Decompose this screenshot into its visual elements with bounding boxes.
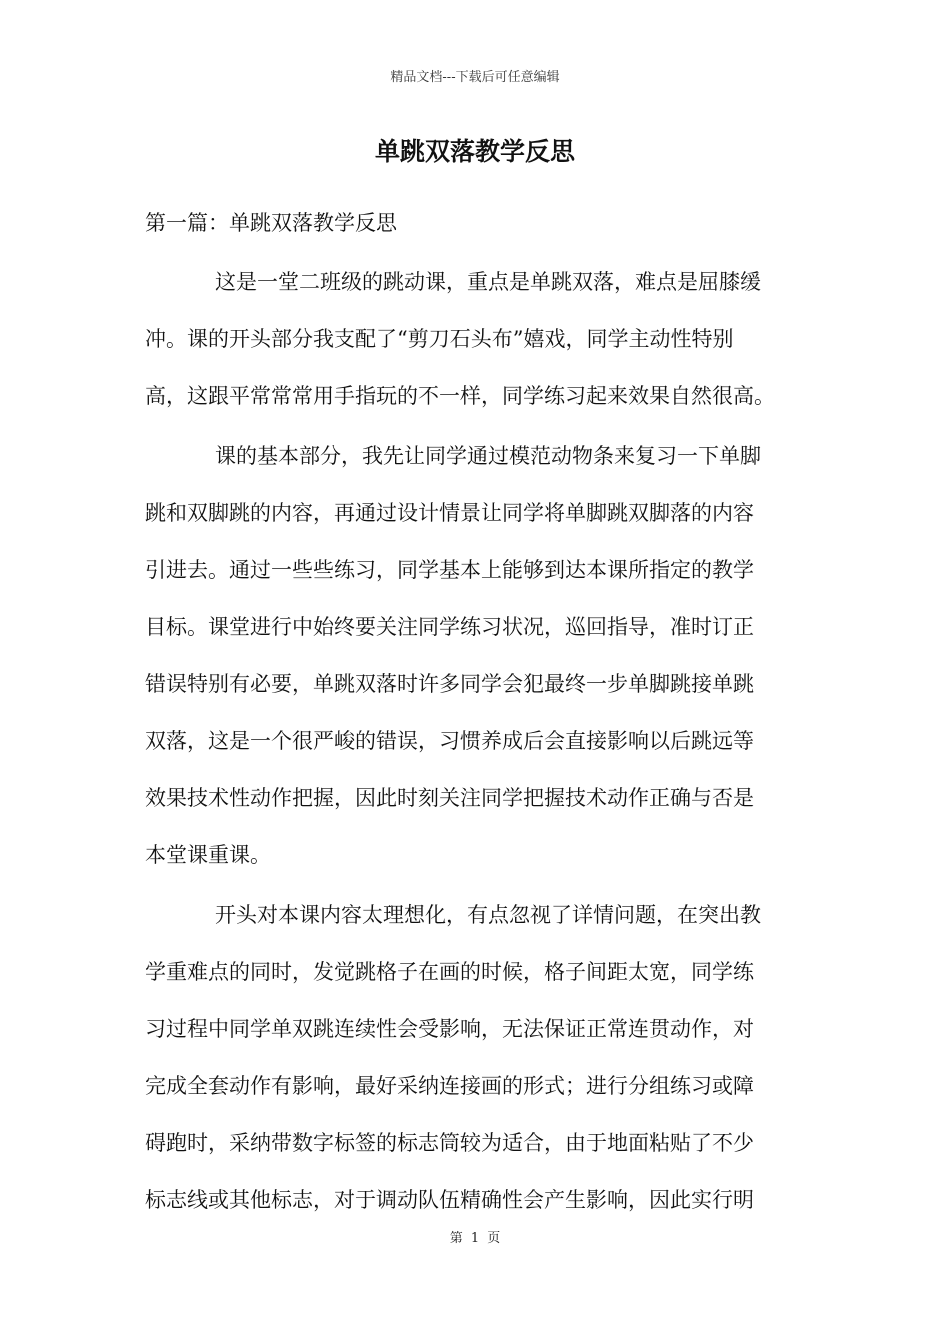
paragraph-line: 效果技术性动作把握，因此时刻关注同学把握技术动作正确与否是	[145, 786, 754, 810]
paragraph-line: 完成全套动作有影响，最好采纳连接画的形式；进行分组练习或障	[145, 1074, 754, 1098]
paragraph-3	[145, 887, 815, 1229]
paragraph-line: 跳和双脚跳的内容，再通过设计情景让同学将单脚跳双脚落的内容	[145, 501, 754, 525]
paragraph-1	[145, 254, 815, 425]
paragraph-line: 高，这跟平常常常用手指玩的不一样，同学练习起来效果自然很高。	[145, 384, 775, 408]
paragraph-line: 错误特别有必要，单跳双落时许多同学会犯最终一步单脚跳接单跳	[145, 672, 754, 696]
paragraph-line: 课的基本部分，我先让同学通过模范动物条来复习一下单脚	[215, 444, 761, 468]
paragraph-line: 目标。课堂进行中始终要关注同学练习状况，巡回指导，准时订正	[145, 615, 754, 639]
document-title: 单跳双落教学反思	[374, 137, 575, 166]
paragraph-line: 开头对本课内容太理想化，有点忽视了详情问题，在突出教	[215, 903, 761, 927]
paragraph-line: 这是一堂二班级的跳动课，重点是单跳双落，难点是屈膝缓	[215, 270, 761, 294]
paragraph-line: 双落，这是一个很严峻的错误，习惯养成后会直接影响以后跳远等	[145, 729, 754, 753]
header-note: 精品文档---下载后可任意编辑	[390, 70, 560, 85]
section-heading: 第一篇：单跳双落教学反思	[145, 211, 397, 235]
paragraph-line: 本堂课重课。	[145, 843, 271, 867]
paragraph-2	[145, 428, 815, 884]
paragraph-line: 引进去。通过一些些练习，同学基本上能够到达本课所指定的教学	[145, 558, 754, 582]
paragraph-line: 冲。课的开头部分我支配了“剪刀石头布”嬉戏，同学主动性特别	[145, 327, 734, 351]
document-body	[145, 195, 815, 1232]
paragraph-line: 学重难点的同时，发觉跳格子在画的时候，格子间距太宽，同学练	[145, 960, 754, 984]
paragraph-line: 习过程中同学单双跳连续性会受影响，无法保证正常连贯动作，对	[145, 1017, 754, 1041]
paragraph-line: 标志线或其他标志，对于调动队伍精确性会产生影响，因此实行明	[145, 1188, 754, 1212]
paragraph-line: 碍跑时，采纳带数字标签的标志筒较为适合，由于地面粘贴了不少	[145, 1131, 754, 1155]
page-number-footer: 第 1 页	[449, 1231, 501, 1246]
